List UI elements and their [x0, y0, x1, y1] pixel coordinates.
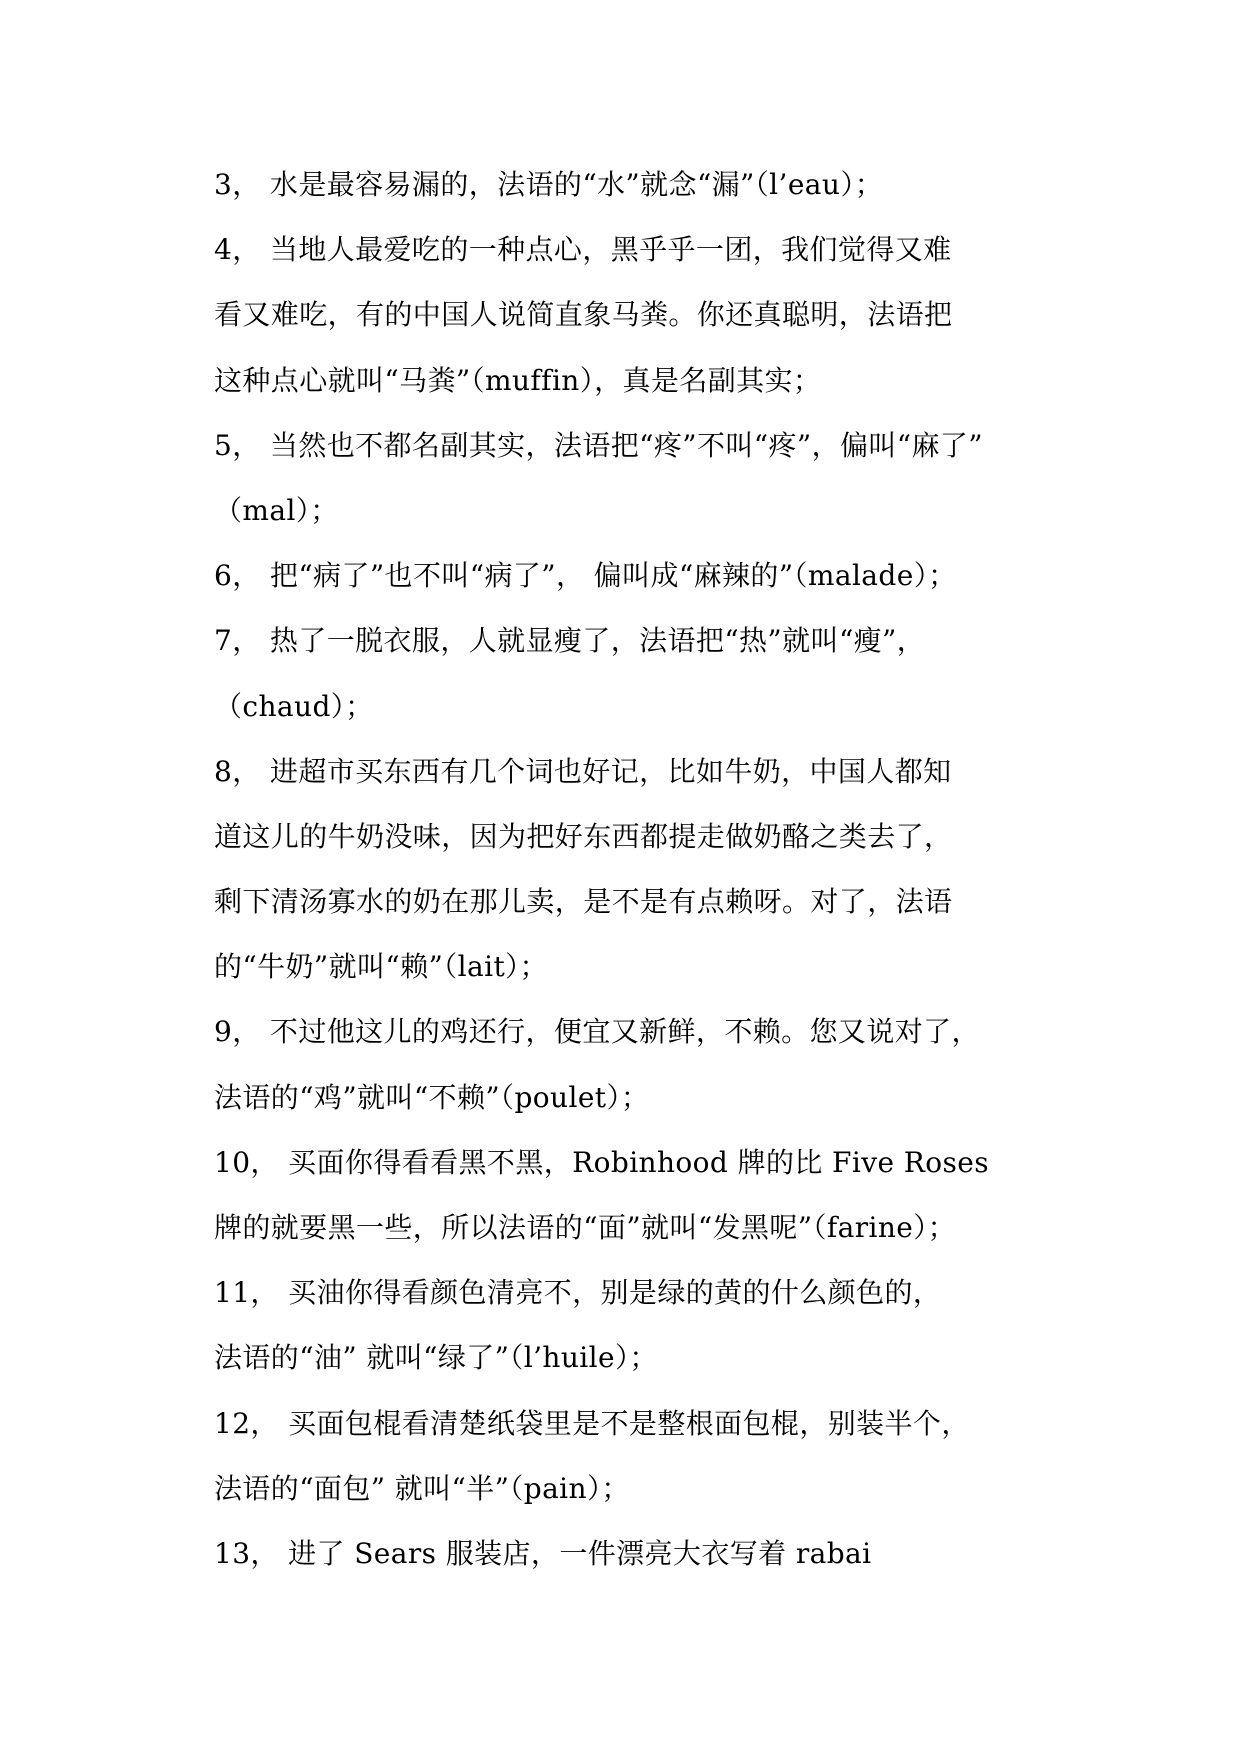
- text-line: 9， 不过他这儿的鸡还行，便宜又新鲜，不赖。您又说对了，: [214, 1015, 980, 1049]
- text-line: （mal）；: [214, 493, 339, 527]
- text-line: 法语的“鸡”就叫“不赖”（poulet）；: [214, 1080, 650, 1114]
- text-line: 7， 热了一脱衣服，人就显瘦了，法语把“热”就叫“瘦”，: [214, 624, 926, 658]
- text-line: 法语的“面包” 就叫“半”（pain）；: [214, 1471, 630, 1505]
- text-line: 法语的“油” 就叫“绿了”（l’huile）；: [214, 1341, 658, 1375]
- text-line: （chaud）；: [214, 689, 374, 723]
- text-line: 6， 把“病了”也不叫“病了”， 偏叫成“麻辣的”（malade）；: [214, 559, 957, 593]
- text-line: 5， 当然也不都名副其实，法语把“疼”不叫“疼”，偏叫“麻了”: [214, 428, 984, 462]
- text-line: 8， 进超市买东西有几个词也好记，比如牛奶，中国人都知: [214, 754, 952, 788]
- text-line: 11， 买油你得看颜色清亮不，别是绿的黄的什么颜色的，: [214, 1276, 942, 1310]
- text-line: 牌的就要黑一些，所以法语的“面”就叫“发黑呢”（farine）；: [214, 1211, 957, 1244]
- text-line: 看又难吃，有的中国人说简直象马粪。你还真聪明，法语把: [214, 298, 953, 332]
- text-line: 12， 买面包棍看清楚纸袋里是不是整根面包棍，别装半个，: [214, 1406, 970, 1440]
- text-line: 4， 当地人最爱吃的一种点心，黑乎乎一团，我们觉得又难: [214, 233, 952, 267]
- text-line: 的“牛奶”就叫“赖”（lait）；: [214, 950, 548, 984]
- text-line: 3， 水是最容易漏的，法语的“水”就念“漏”（l’eau）；: [214, 168, 884, 201]
- text-line: 13， 进了 Sears 服装店，一件漂亮大衣写着 rabai: [214, 1536, 872, 1570]
- text-line: 剩下清汤寡水的奶在那儿卖，是不是有点赖呀。对了，法语: [214, 885, 953, 919]
- text-line: 道这儿的牛奶没味，因为把好东西都提走做奶酪之类去了，: [214, 819, 953, 853]
- document-body: [214, 152, 1044, 1586]
- text-line: 这种点心就叫“马粪”（muffin），真是名副其实；: [214, 363, 822, 397]
- text-line: 10， 买面你得看看黑不黑，Robinhood 牌的比 Five Roses: [214, 1145, 989, 1179]
